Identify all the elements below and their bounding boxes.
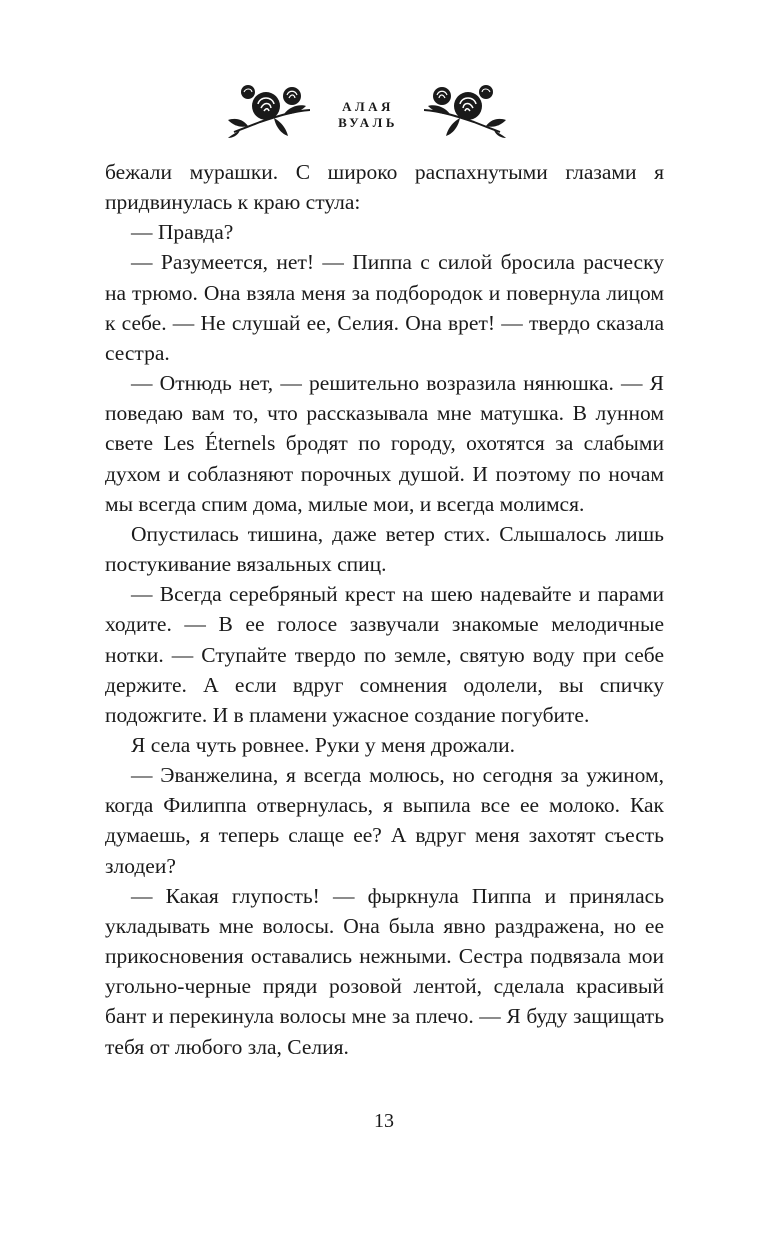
paragraph: — Отнюдь нет, — решительно возразила нянюшка. — Я поведаю вам то, что рассказывала мне матушка. В лунном свете Les Éternels бродят по городу, охотятся за слабыми духом и соблазняют порочных душой. И поэтому по ночам мы всегда спим дома, милые мои, и всегда молимся. (105, 371, 664, 516)
running-header (0, 78, 768, 138)
rose-ornament-icon (226, 78, 310, 138)
paragraph: — Эванжелина, я всегда молюсь, но сегодня за ужином, когда Филиппа отвернулась, я выпила все ее молоко. Как думаешь, я теперь слаще ее? А вдруг меня захотят съесть злодеи? (105, 763, 664, 878)
running-header-author: АЛАЯ ВУАЛЬ (338, 99, 398, 130)
paragraph: Я села чуть ровнее. Руки у меня дрожали. (131, 732, 516, 757)
body-text (105, 157, 664, 1062)
rose-ornament-icon (424, 78, 508, 138)
paragraph: — Всегда серебряный крест на шею надевайте и парами ходите. — В ее голосе зазвучали знакомые мелодичные нотки. — Ступайте твердо по земле, святую воду при себе держите. А если вдруг сомнения одолели, вы спичку подожгите. И в пламени ужасное создание погубите. (105, 582, 664, 727)
paragraph: — Какая глупость! — фыркнула Пиппа и принялась укладывать мне волосы. Она была явно раздражена, но ее прикосновения оставались нежными. Сестра подвязала мои угольно-черные пряди розовой лентой, сделала красивый бант и перекинула волосы мне за плечо. — Я буду защищать тебя от любого зла, Селия. (105, 883, 664, 1059)
paragraph: бежали мурашки. С широко распахнутыми глазами я придвинулась к краю стула: (105, 160, 664, 215)
paragraph: — Разумеется, нет! — Пиппа с силой бросила расческу на трюмо. Она взяла меня за подбородок и повернула лицом к себе. — Не слушай ее, Селия. Она врет! — твердо сказала сестра. (105, 250, 664, 365)
paragraph: — Правда? (131, 220, 234, 245)
page-number: 13 (374, 1110, 394, 1132)
paragraph: Опустилась тишина, даже ветер стих. Слышалось лишь постукивание вязальных спиц. (105, 521, 664, 577)
